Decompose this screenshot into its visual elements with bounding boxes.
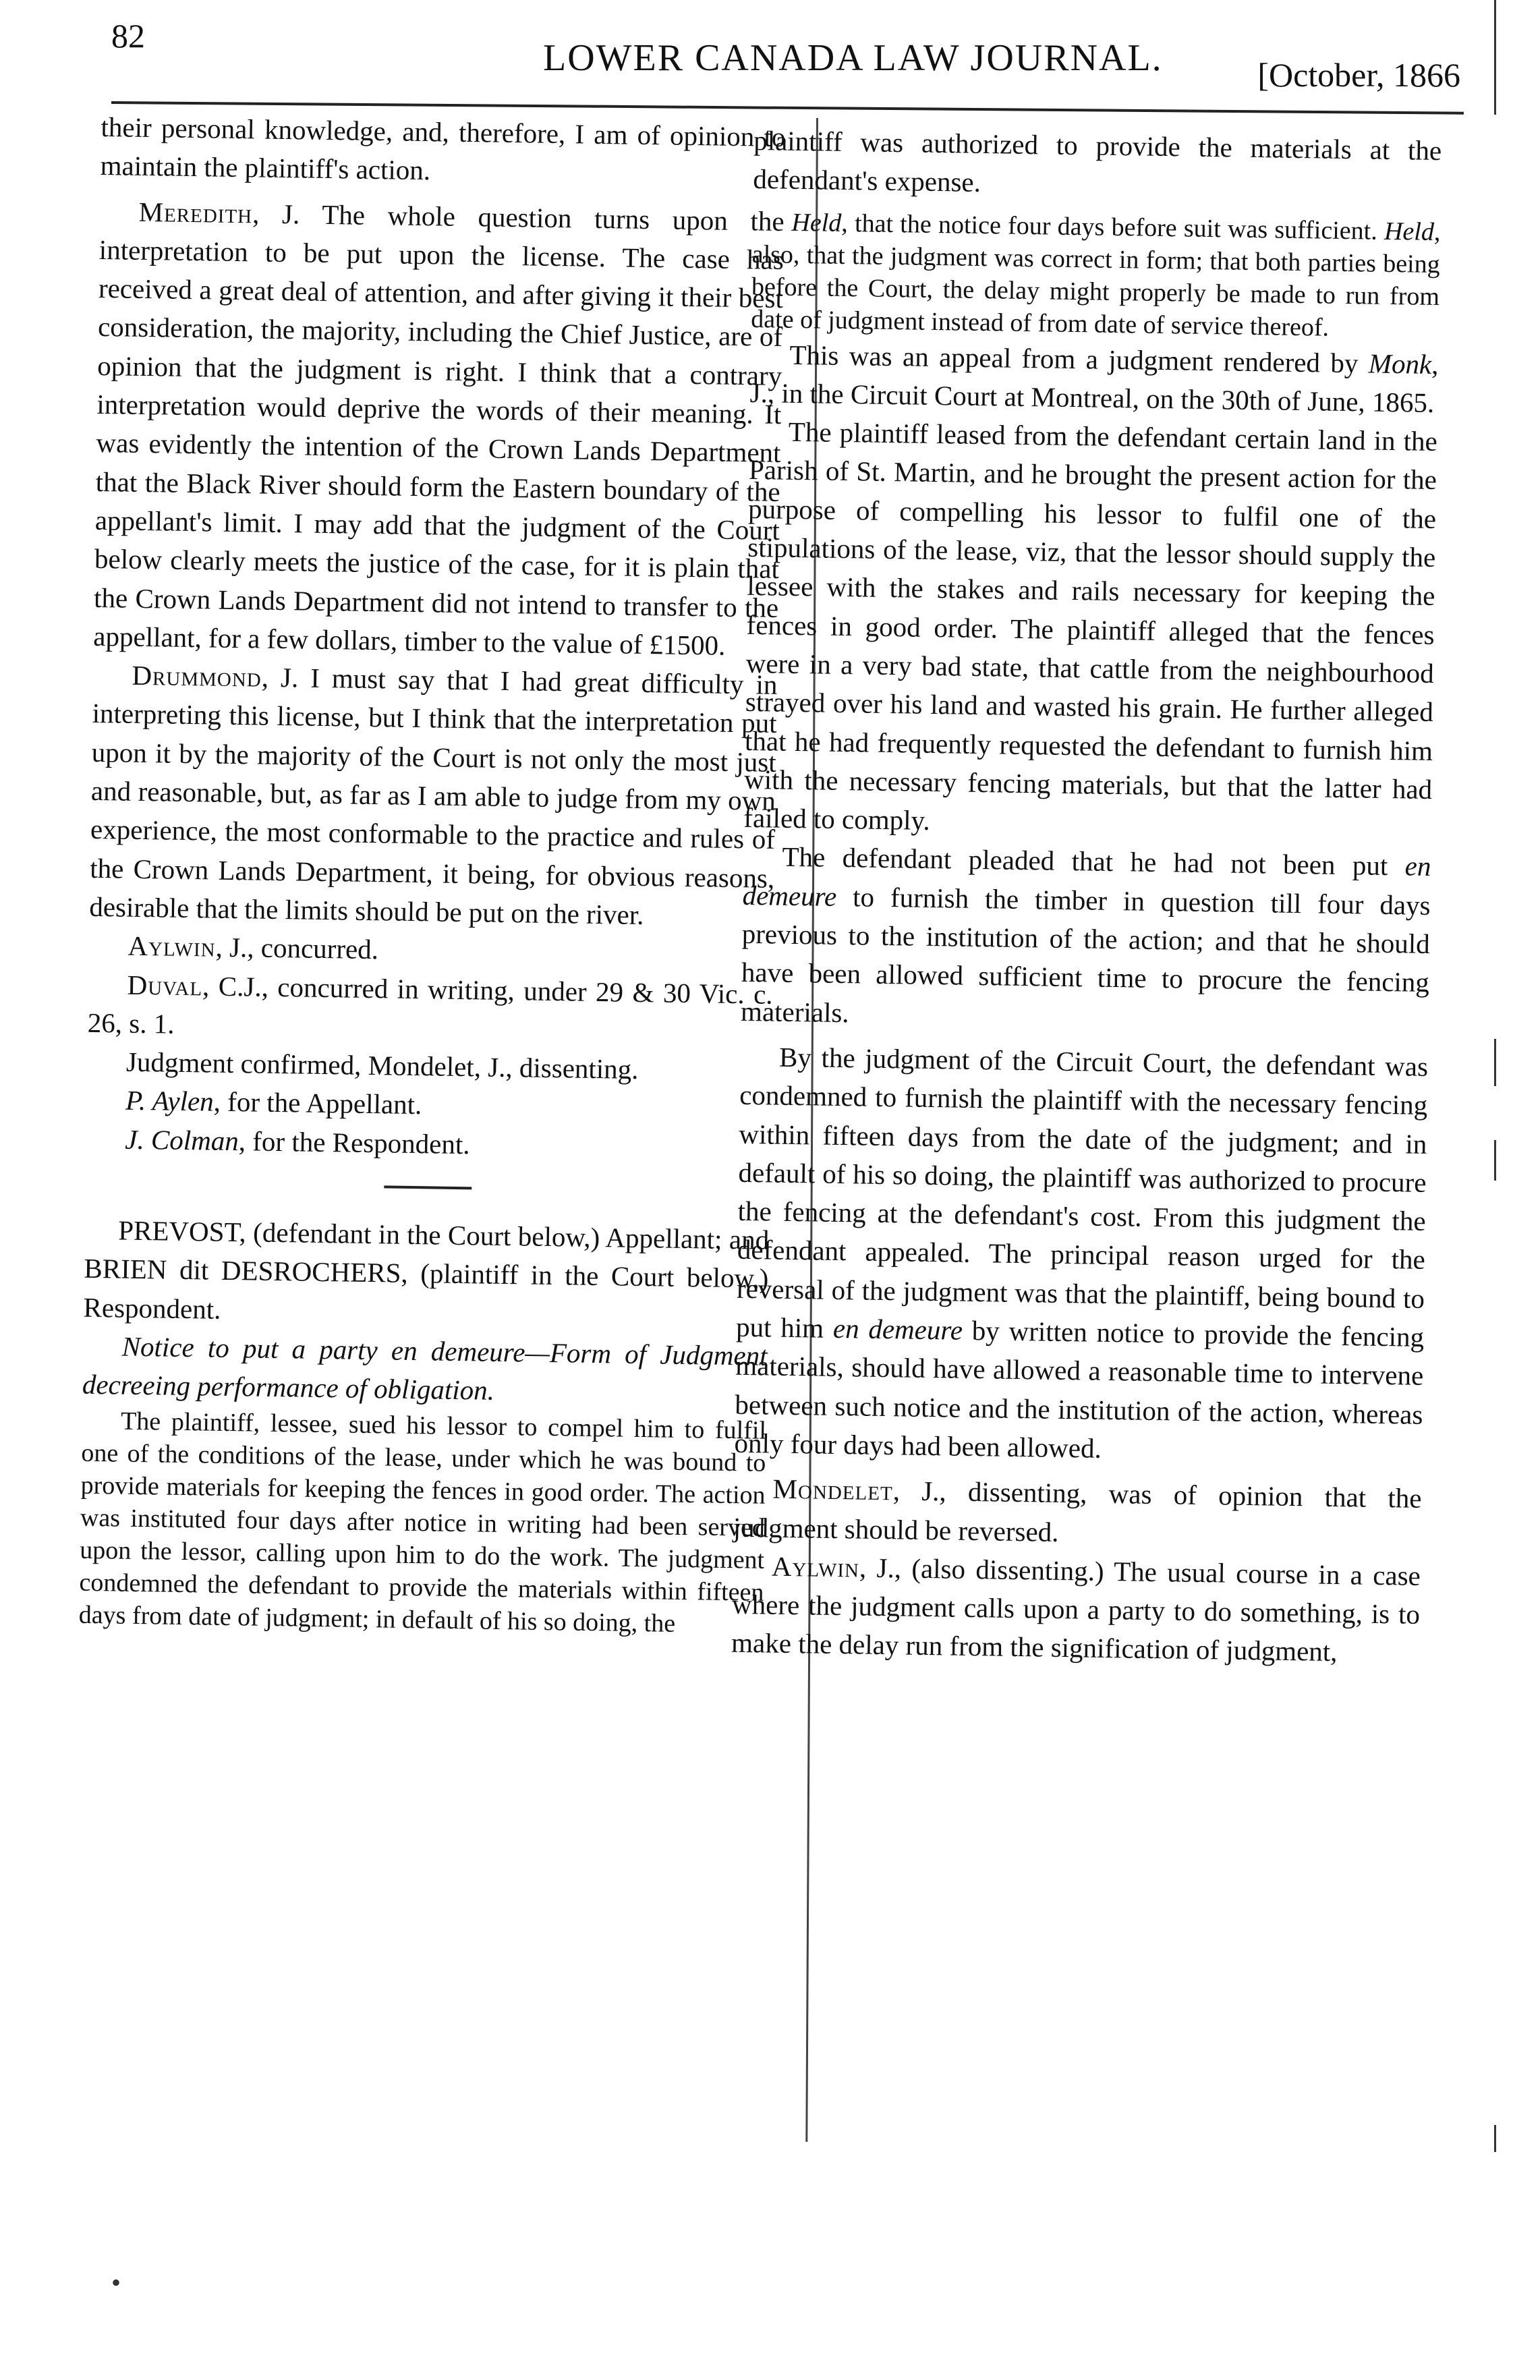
opinion-text: , J. I must say that I had great difficulty in interpreting this license, but I think that the interpretation put upon it by the majority of the Court is not only the most just and reasonable, but, as far as I am able to judge from my own experience, the most conformable to the practice and rules of the Crown Lands Department, it being, for obvious reasons, desirable that the limits should be put on the river. <box>89 661 778 931</box>
summary-continued: plaintiff was authorized to provide the materials at the defendant's expense. <box>753 124 1442 198</box>
opinion-text: , J., concurred. <box>215 931 379 965</box>
right-edge-mark <box>1494 1140 1496 1181</box>
opinion-mondelet <box>733 1469 1422 1557</box>
opinion-text: , J. The whole question turns upon the interpretation to be put upon the license. The case has received a great deal of attention, and after giving it their best consideration, the majority, including the Chief Justice, are of opinion that the judgment is right. I think that a contrary interpretation would deprive the words of their meaning. It was evidently the intention of the Crown Lands Department that the Black River should form the Eastern boundary of the appellant's limit. I may add that the judgment of the Court below clearly meets the justice of the case, for it is plain that the Crown Lands Department did not intend to transfer to the appellant, for a few dollars, timber to the value of £1500. <box>93 197 785 661</box>
judgment-line: Judgment confirmed, Mondelet, J., dissenting. <box>125 1046 639 1085</box>
held-word: Held <box>1384 217 1435 246</box>
appeal-text: This was an appeal from a judgment rendered by <box>789 339 1369 379</box>
judgment-text: By the judgment of the Circuit Court, the defendant was condemned to furnish the plaintiff with the necessary fencing within fifteen days from the date of the judgment; and in default of his so doing, the plaintiff was authorized to procure the fencing at the defendant's cost. From this judgment the defendant appealed. The principal reason urged for the reversal of the judgment was that the plaintiff, being bound to put him <box>735 1041 1429 1344</box>
counsel-name: P. Aylen <box>125 1085 215 1118</box>
opinion-duval <box>87 965 773 1052</box>
journal-title: LOWER CANADA LAW JOURNAL. <box>543 37 1163 79</box>
opinion-meredith <box>93 192 785 667</box>
plea-term: en demeure <box>742 850 1431 912</box>
counsel-role: , for the Appellant. <box>213 1086 422 1121</box>
headnote: Notice to put a party en demeure—Form of Judgment decreeing performance of obligation. <box>82 1330 768 1407</box>
opinion-drummond <box>89 656 778 936</box>
case-summary: The plaintiff, lessee, sued his lessor to compel him to fulfil one of the conditions of the lease, under which he was bound to provide materials for keeping the fences in good order. The action was instituted four days after notice in writing had been served upon the lessor, calling upon him to do the work. The judgment condemned the defendant to provide the materials within fifteen days from date of judgment; in default of his so doing, the <box>78 1407 767 1638</box>
left-column <box>79 108 786 1641</box>
paragraph: their personal knowledge, and, therefore, I am of opinion to maintain the plaintiff's action. <box>100 111 786 186</box>
judgment-text: by written notice to provide the fencing materials, should have allowed a reasonable time to intervene between such notice and the institution of the action, whereas only four days had been allowed. <box>734 1314 1425 1464</box>
counsel-name: J. Colman <box>124 1123 239 1156</box>
judge-name: Aylwin <box>771 1550 860 1583</box>
page-number: 82 <box>111 17 145 55</box>
issue-date: [October, 1866 <box>1257 56 1460 94</box>
judge-name: Duval <box>127 969 203 1001</box>
section-separator <box>384 1185 472 1189</box>
opinion-text: , J., (also dissenting.) The usual course in a case where the judgment calls upon a party to do something, is to make the delay run from the signification of judgment, <box>731 1552 1421 1668</box>
held-text: , also, that the judgment was correct in form; that both parties being before the Court, the delay might properly be made to run from date of judgment instead of from date of service thereof. <box>751 217 1441 342</box>
stray-mark: • <box>111 2267 121 2298</box>
plea-text: to furnish the timber in question till four days previous to the institution of the action; and that he should have been allowed sufficient time to procure the fencing materials. <box>740 880 1431 1028</box>
judgment-term: en demeure <box>832 1312 963 1346</box>
right-column <box>731 108 1442 1673</box>
held-text: , that the notice four days before suit was sufficient. <box>841 208 1385 246</box>
judge-name: Aylwin <box>127 930 217 963</box>
appeal-paragraph <box>749 335 1439 423</box>
right-edge-mark <box>1494 2125 1496 2152</box>
judge-name: Drummond <box>132 659 262 693</box>
opinion-aylwin-dissent <box>731 1547 1421 1673</box>
judgment-paragraph <box>734 1038 1428 1473</box>
right-edge-mark <box>1494 1039 1496 1086</box>
held-word: Held <box>791 208 842 237</box>
running-header <box>111 4 1460 92</box>
counsel-role: , for the Respondent. <box>238 1125 470 1160</box>
opinion-text: , C.J., concurred in writing, under 29 & 30 Vic. c. 26, s. 1. <box>87 969 773 1040</box>
plea-text: The defendant pleaded that he had not been put <box>782 841 1406 882</box>
opinion-text: , J., dissenting, was of opinion that the judgment should be reversed. <box>733 1475 1422 1548</box>
plea-paragraph <box>741 837 1431 1041</box>
judge-name: Meredith <box>138 196 253 229</box>
held-paragraph <box>751 206 1441 345</box>
judge-name: Mondelet <box>772 1473 894 1506</box>
case-title: PREVOST, (defendant in the Court below,) Appellant; and BRIEN dit DESROCHERS, (plaintiff in the Court below,) Respondent. <box>83 1214 770 1325</box>
appeal-text: , J., in the Circuit Court at Montreal, on the 30th of June, 1865. <box>749 348 1439 418</box>
right-edge-mark <box>1494 0 1496 115</box>
facts-paragraph: The plaintiff leased from the defendant certain land in the Parish of St. Martin, and he brought the present action for the purpose of compelling his lessor to fulfil one of the stipulations of the lease, viz, that the lessor should supply the lessee with the stakes and rails necessary for keeping the fences in good order. The plaintiff alleged that the fences were in a very bad state, that cattle from the neighbourhood strayed over his land and wasted his grain. He further alleged that he had frequently requested the defendant to furnish him with the necessary fencing materials, but that the latter had failed to comply. <box>743 416 1438 837</box>
judge-name: Monk <box>1368 347 1432 380</box>
